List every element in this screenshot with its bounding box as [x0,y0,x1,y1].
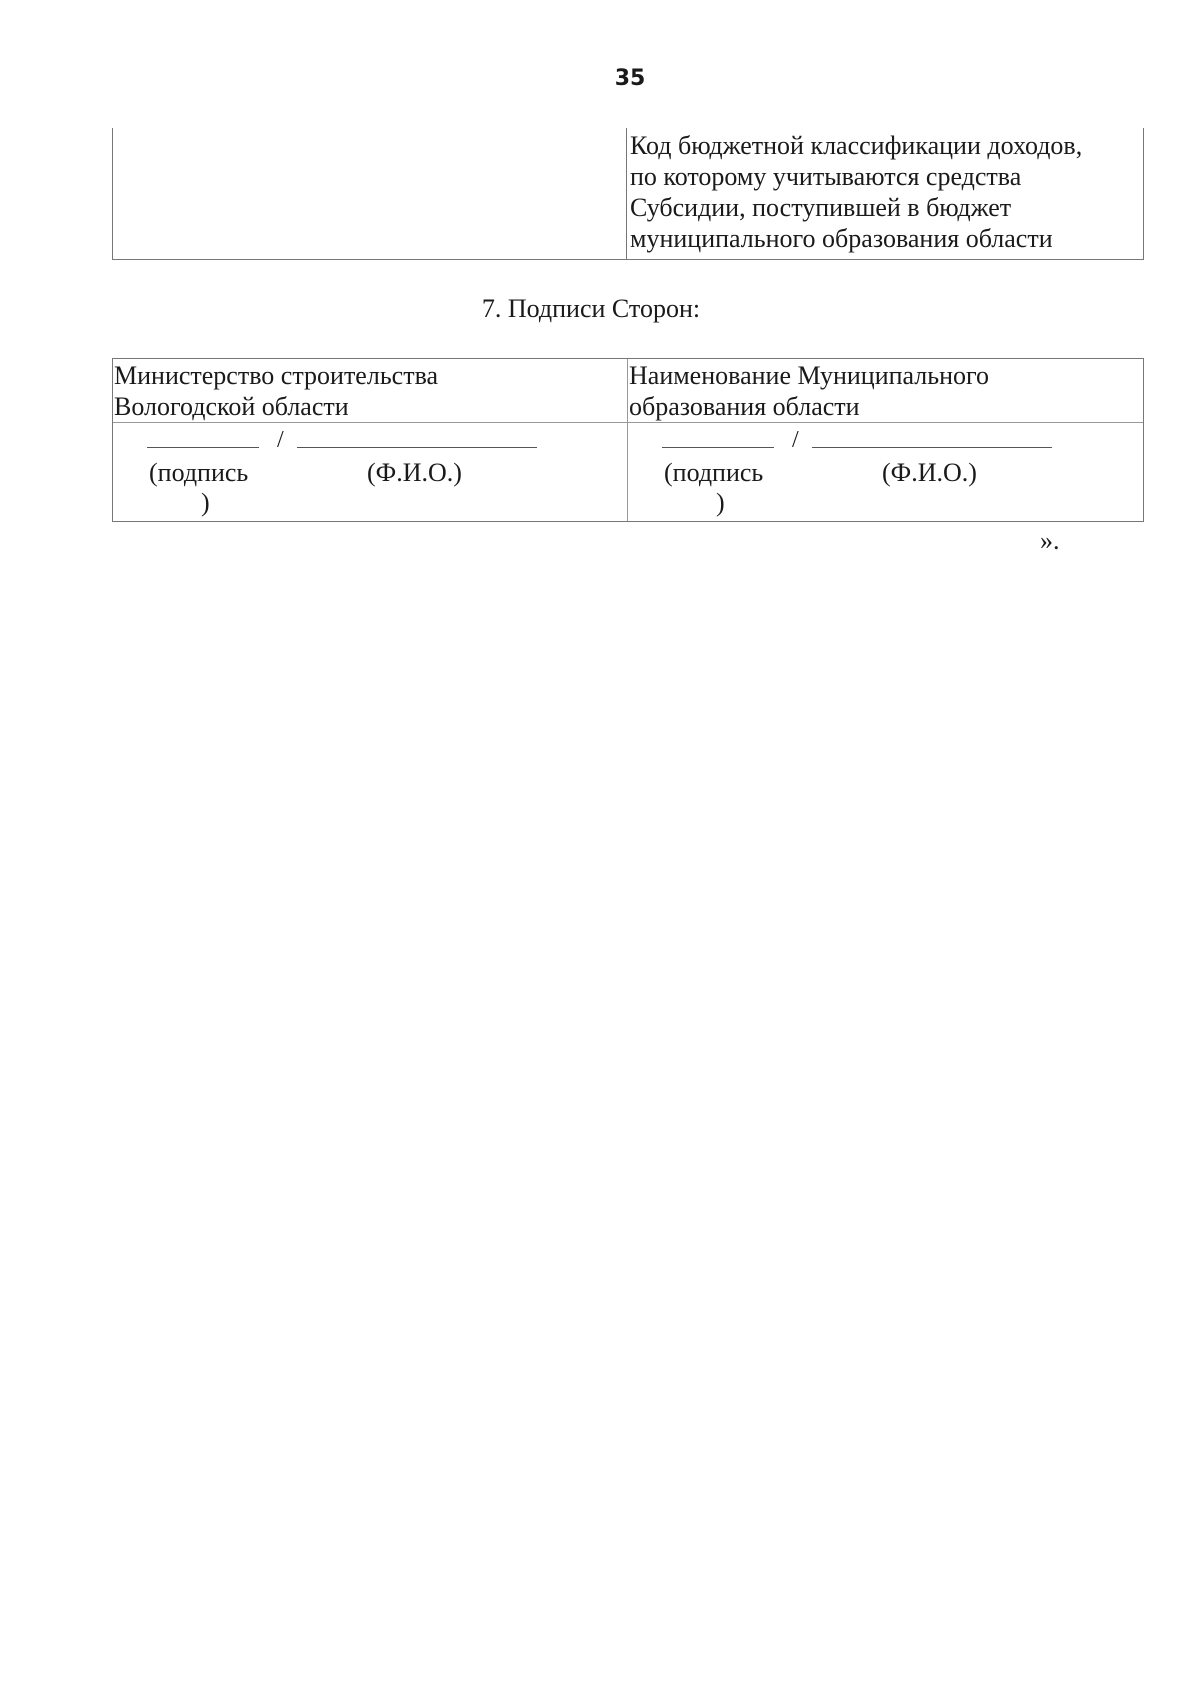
signatory-left-title-line: Вологодской области [114,392,349,421]
signatory-left-signature-block [113,423,628,521]
signature-slash: / [792,427,799,453]
signature-slash: / [277,427,284,453]
budget-code-text-line: Код бюджетной классификации доходов, [630,131,1083,160]
closing-quote-mark: ». [1040,526,1060,555]
signatures-table [112,358,1144,522]
signature-caption-close: ) [716,488,725,517]
fio-caption: (Ф.И.О.) [367,458,462,487]
section-heading-signatures: 7. Подписи Сторон: [481,294,701,323]
signatory-right-title [628,359,1143,422]
signatory-right-title-line: Наименование Муниципального [629,361,990,390]
page-number: 35 [614,66,646,91]
fio-line [812,447,1052,448]
fio-caption: (Ф.И.О.) [882,458,977,487]
fio-line [297,447,537,448]
signature-caption: (подпись [664,458,764,487]
budget-code-text-line: по которому учитываются средства [630,162,1022,191]
signatory-left-title [113,359,628,422]
signatures-body-row [113,423,1143,521]
signatory-left-title-line: Министерство строительства [114,361,439,390]
budget-code-table [112,128,1144,260]
budget-code-table-right-cell [627,128,1143,259]
signatures-header-row [113,359,1143,423]
signature-line [662,447,774,448]
signature-caption: (подпись [149,458,249,487]
signatory-right-title-line: образования области [629,392,860,421]
budget-code-table-left-cell [113,128,627,259]
budget-code-text-line: Субсидии, поступившей в бюджет [630,193,1012,222]
signatory-right-signature-block [628,423,1143,521]
signature-line [147,447,259,448]
signature-caption-close: ) [201,488,210,517]
budget-code-text-line: муниципального образования области [630,224,1053,253]
